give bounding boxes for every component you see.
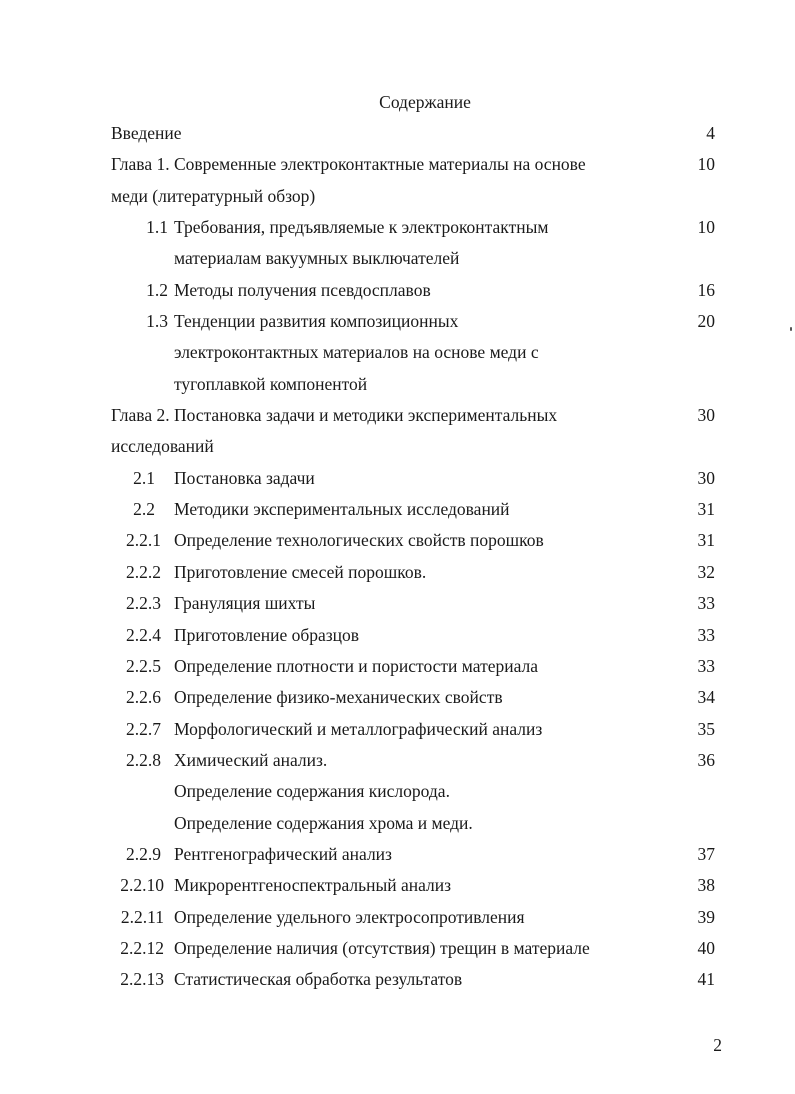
toc-entry-page: 20	[697, 311, 715, 332]
toc-entry-page: 41	[697, 969, 715, 990]
toc-entry-title: Введение	[111, 123, 182, 143]
toc-entry-number: 1.3	[146, 311, 168, 332]
toc-entry-title: Постановка задачи	[174, 467, 315, 488]
toc-entry-number: 2.2.9	[126, 843, 161, 864]
toc-entry-page: 37	[697, 843, 715, 864]
toc-entry	[0, 181, 795, 212]
toc-entry-title: Рентгенографический анализ	[174, 843, 392, 864]
toc-entry-page: 4	[706, 123, 715, 143]
toc-entry	[0, 714, 795, 745]
toc-entry	[0, 306, 795, 337]
toc-entry	[0, 275, 795, 306]
toc-entry-number: 2.2.7	[126, 718, 161, 739]
toc-entry-page: 39	[697, 906, 715, 927]
toc-entry-title: Методы получения псевдосплавов	[174, 279, 431, 300]
toc-entry-title: Статистическая обработка результатов	[174, 969, 463, 990]
toc-entry-number: 2.2.12	[120, 937, 164, 958]
toc-entry-title: Определение наличия (отсутствия) трещин в материале	[174, 937, 590, 958]
toc-entry-page: 33	[697, 655, 715, 676]
toc-entry	[0, 431, 795, 462]
toc-entry-number: 2.1	[133, 467, 155, 488]
toc-entry	[0, 808, 795, 839]
toc-entry-number: 2.2.8	[126, 749, 161, 770]
toc-entry-title: Приготовление образцов	[174, 624, 360, 645]
toc-entry	[0, 745, 795, 776]
toc-entry-title: Тенденции развития композиционных	[174, 311, 459, 332]
toc-entry	[0, 964, 795, 995]
toc-entry-page: 36	[697, 749, 715, 770]
toc-entry	[0, 463, 795, 494]
toc-entry-title: Определение содержания кислорода.	[174, 781, 450, 802]
toc-entry-title: Методики экспериментальных исследований	[174, 499, 510, 520]
toc-entry-page: 31	[697, 530, 715, 551]
toc-entry-number: 2.2.6	[126, 687, 161, 708]
toc-entry	[0, 243, 795, 274]
toc-entry-title: Определение технологических свойств порошков	[174, 530, 544, 551]
toc-entry-title: Грануляция шихты	[174, 593, 316, 614]
scan-speck	[790, 327, 792, 331]
toc-entry-title: Морфологический и металлографический анализ	[174, 718, 543, 739]
toc-entry	[0, 118, 795, 149]
toc-entry-title: исследований	[111, 436, 214, 457]
toc-entry-number: 2.2.10	[120, 875, 164, 896]
toc-entry-number: 2.2.1	[126, 530, 161, 551]
toc-entry	[0, 682, 795, 713]
toc-entry	[0, 212, 795, 243]
toc-entry-title: Химический анализ.	[174, 749, 328, 770]
toc-entry-page: 35	[697, 718, 715, 739]
toc-entry-page: 30	[697, 405, 715, 426]
page-number: 2	[713, 1035, 722, 1055]
toc-entry-title: меди (литературный обзор)	[111, 185, 316, 206]
toc-entry-number: 1.2	[146, 279, 168, 300]
toc-entry	[0, 337, 795, 368]
toc-entry-title: Определение удельного электросопротивления	[174, 906, 525, 927]
toc-entry	[0, 839, 795, 870]
toc-entry-page: 32	[697, 561, 715, 582]
toc-entry-title: Определение содержания хрома и меди.	[174, 812, 473, 833]
toc-entry	[0, 557, 795, 588]
toc-entry-page: 40	[697, 937, 715, 958]
toc-entry-number: 2.2.13	[120, 969, 164, 990]
toc-entry-number: 2.2.11	[120, 906, 164, 927]
toc-entry-page: 16	[697, 279, 715, 300]
toc-entry-page: 33	[697, 593, 715, 614]
toc-entry	[0, 149, 795, 180]
toc-entry	[0, 902, 795, 933]
toc-entry-page: 30	[697, 467, 715, 488]
toc-entry	[0, 651, 795, 682]
toc-entry-page: 10	[697, 217, 715, 238]
toc-entry	[0, 494, 795, 525]
toc-entry	[0, 369, 795, 400]
toc-entry-number: 2.2.2	[126, 561, 161, 582]
toc-entry-page: 38	[697, 875, 715, 896]
toc-entry-title: Глава 2. Постановка задачи и методики экспериментальных	[111, 405, 558, 426]
toc-entry	[0, 776, 795, 807]
toc-entry-number: 2.2	[133, 499, 155, 520]
table-of-contents	[0, 118, 795, 996]
toc-entry-page: 10	[697, 154, 715, 175]
toc-entry	[0, 933, 795, 964]
toc-entry-number: 2.2.4	[126, 624, 161, 645]
toc-entry-title: Глава 1. Современные электроконтактные материалы на основе	[111, 154, 586, 175]
toc-entry	[0, 870, 795, 901]
toc-entry-page: 34	[697, 687, 715, 708]
toc-entry-number: 2.2.5	[126, 655, 161, 676]
toc-entry-title: тугоплавкой компонентой	[174, 373, 368, 394]
toc-entry-number: 2.2.3	[126, 593, 161, 614]
page-title: Содержание	[379, 92, 471, 112]
toc-entry	[0, 525, 795, 556]
toc-entry-title: Приготовление смесей порошков.	[174, 561, 427, 582]
toc-entry-page: 31	[697, 499, 715, 520]
toc-entry	[0, 400, 795, 431]
toc-entry-number: 1.1	[146, 217, 168, 238]
toc-entry	[0, 620, 795, 651]
toc-entry-title: Микрорентгеноспектральный анализ	[174, 875, 452, 896]
toc-entry-title: материалам вакуумных выключателей	[174, 248, 460, 269]
toc-entry	[0, 588, 795, 619]
toc-entry-title: Определение физико-механических свойств	[174, 687, 503, 708]
toc-entry-title: Определение плотности и пористости материала	[174, 655, 539, 676]
toc-entry-title: электроконтактных материалов на основе меди с	[174, 342, 539, 363]
toc-entry-page: 33	[697, 624, 715, 645]
toc-entry-title: Требования, предъявляемые к электроконтактным	[174, 217, 549, 238]
